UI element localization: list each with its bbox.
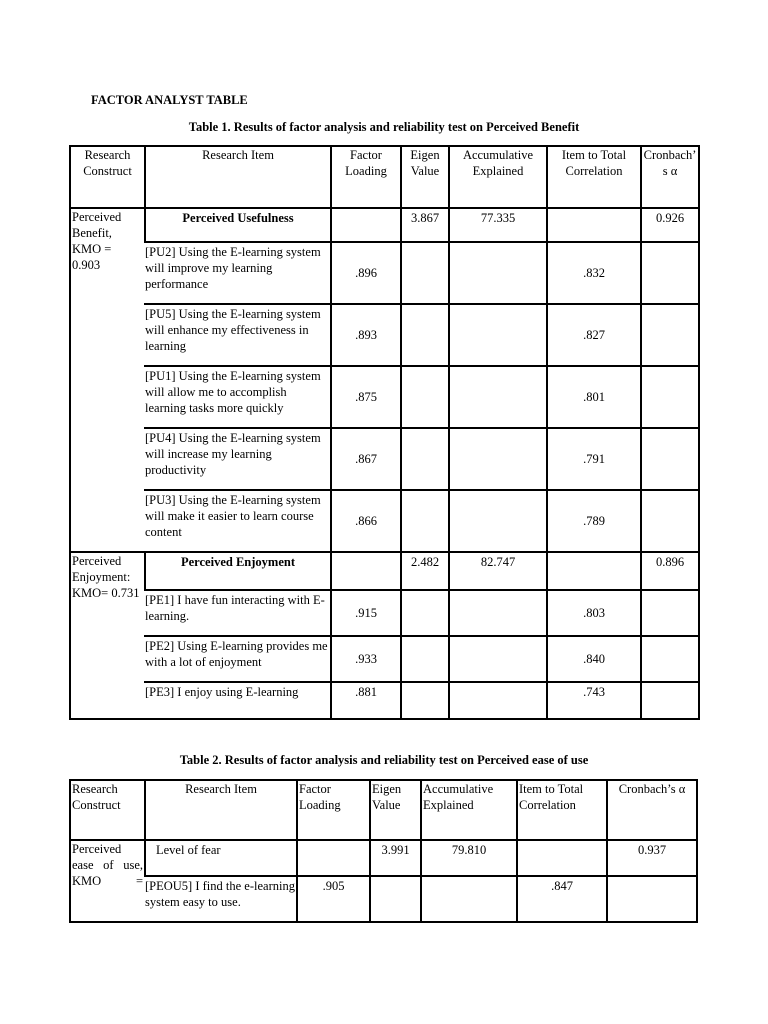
empty-cell: [330, 551, 400, 589]
accumulative-explained: 77.335: [448, 207, 546, 241]
empty-cell: [400, 365, 448, 427]
header-research-construct: Research Construct: [83, 148, 132, 178]
empty-cell: [420, 875, 516, 921]
eigen-value: 3.867: [400, 207, 448, 241]
factor-row-perceived-enjoyment: [71, 551, 698, 589]
table2: [69, 779, 698, 923]
research-item: [PU2] Using the E-learning system will improve my learning performance: [144, 241, 330, 303]
empty-cell: [640, 427, 698, 489]
item-total-correlation: .827: [546, 303, 640, 365]
empty-cell: [640, 241, 698, 303]
header-item-total-correlation: Item to Total Correlation: [516, 781, 606, 839]
table-row: [71, 635, 698, 681]
factor-loading: .875: [330, 365, 400, 427]
factor-loading: .933: [330, 635, 400, 681]
empty-cell: [640, 365, 698, 427]
header-cronbach-alpha: Cronbach’s α: [606, 781, 696, 839]
factor-loading: .893: [330, 303, 400, 365]
empty-cell: [640, 303, 698, 365]
factor-name: Level of fear: [144, 839, 296, 875]
header-item-total-correlation: Item to Total Correlation: [546, 147, 640, 207]
item-total-correlation: .832: [546, 241, 640, 303]
eigen-value: 2.482: [400, 551, 448, 589]
empty-cell: [448, 489, 546, 551]
empty-cell: [400, 427, 448, 489]
table2-header-row: [71, 781, 696, 839]
empty-cell: [369, 875, 420, 921]
table1-caption: Table 1. Results of factor analysis and reliability test on Perceived Benefit: [188, 120, 580, 134]
empty-cell: [448, 589, 546, 635]
research-item: [PU3] Using the E-learning system will make it easier to learn course content: [144, 489, 330, 551]
empty-cell: [400, 241, 448, 303]
table-row: [71, 489, 698, 551]
factor-row-level-of-fear: [71, 839, 696, 875]
table-row: [71, 427, 698, 489]
research-item: [PU5] Using the E-learning system will enhance my effectiveness in learning: [144, 303, 330, 365]
research-item: [PU1] Using the E-learning system will allow me to accomplish learning tasks more quickly: [144, 365, 330, 427]
item-total-correlation: .743: [546, 681, 640, 718]
empty-cell: [448, 681, 546, 718]
factor-loading: .896: [330, 241, 400, 303]
construct-perceived-enjoyment: Perceived Enjoyment: KMO= 0.731: [71, 551, 144, 718]
empty-cell: [400, 489, 448, 551]
factor-name: Perceived Enjoyment: [144, 551, 330, 589]
eigen-value: 3.991: [369, 839, 420, 875]
factor-loading: .905: [296, 875, 369, 921]
empty-cell: [448, 303, 546, 365]
construct-perceived-ease-of-use: Perceived ease of use, KMO =: [71, 839, 144, 921]
empty-cell: [546, 551, 640, 589]
table-row: [71, 303, 698, 365]
accumulative-explained: 79.810: [420, 839, 516, 875]
item-total-correlation: .801: [546, 365, 640, 427]
empty-cell: [400, 681, 448, 718]
itc-cell: [546, 207, 640, 241]
header-research-construct: Research Construct: [72, 782, 121, 812]
research-item: [PE3] I enjoy using E-learning: [144, 681, 330, 718]
empty-cell: [448, 427, 546, 489]
empty-cell: [448, 365, 546, 427]
empty-cell: [400, 635, 448, 681]
empty-cell: [640, 589, 698, 635]
factor-loading: .915: [330, 589, 400, 635]
factor-loading: .881: [330, 681, 400, 718]
table-row: [71, 875, 696, 921]
empty-cell: [640, 635, 698, 681]
table1: [69, 145, 700, 720]
empty-cell: [400, 589, 448, 635]
header-accumulative-explained: Accumulative Explained: [448, 147, 546, 207]
empty-cell: [448, 635, 546, 681]
factor-row-perceived-usefulness: [71, 207, 698, 241]
cronbach-alpha: 0.896: [640, 551, 698, 589]
item-total-correlation: .791: [546, 427, 640, 489]
empty-cell: [296, 839, 369, 875]
research-item: [PE1] I have fun interacting with E-learning.: [144, 589, 330, 635]
table-row: [71, 365, 698, 427]
cronbach-alpha: 0.937: [606, 839, 696, 875]
empty-cell: [640, 489, 698, 551]
header-eigen-value: Eigen Value: [369, 781, 420, 839]
table1-header-row: [71, 147, 698, 207]
item-total-correlation: .847: [516, 875, 606, 921]
factor-loading: .867: [330, 427, 400, 489]
research-item: [PU4] Using the E-learning system will increase my learning productivity: [144, 427, 330, 489]
table-row: [71, 589, 698, 635]
research-item: [PEOU5] I find the e-learning system easy to use.: [144, 875, 296, 921]
empty-cell: [400, 303, 448, 365]
cronbach-alpha: 0.926: [640, 207, 698, 241]
document-heading: FACTOR ANALYST TABLE: [91, 93, 248, 107]
item-total-correlation: .840: [546, 635, 640, 681]
construct-perceived-benefit: Perceived Benefit, KMO = 0.903: [71, 207, 144, 551]
header-research-item: Research Item: [144, 147, 330, 207]
accumulative-explained: 82.747: [448, 551, 546, 589]
header-accumulative-explained: Accumulative Explained: [420, 781, 516, 839]
item-total-correlation: .803: [546, 589, 640, 635]
header-eigen-value: Eigen Value: [400, 147, 448, 207]
empty-cell: [606, 875, 696, 921]
header-research-item: Research Item: [144, 781, 296, 839]
empty-cell: [448, 241, 546, 303]
empty-cell: [516, 839, 606, 875]
header-cronbach-alpha: Cronbach’ s α: [640, 147, 698, 207]
item-total-correlation: .789: [546, 489, 640, 551]
header-factor-loading: Factor Loading: [296, 781, 369, 839]
table-row: [71, 681, 698, 718]
factor-name: Perceived Usefulness: [144, 207, 330, 241]
empty-cell: [640, 681, 698, 718]
header-factor-loading: Factor Loading: [330, 147, 400, 207]
table-row: [71, 241, 698, 303]
factor-loading: .866: [330, 489, 400, 551]
table2-caption: Table 2. Results of factor analysis and reliability test on Perceived ease of use: [179, 753, 589, 767]
research-item: [PE2] Using E-learning provides me with a lot of enjoyment: [144, 635, 330, 681]
loading-cell: [330, 207, 400, 241]
